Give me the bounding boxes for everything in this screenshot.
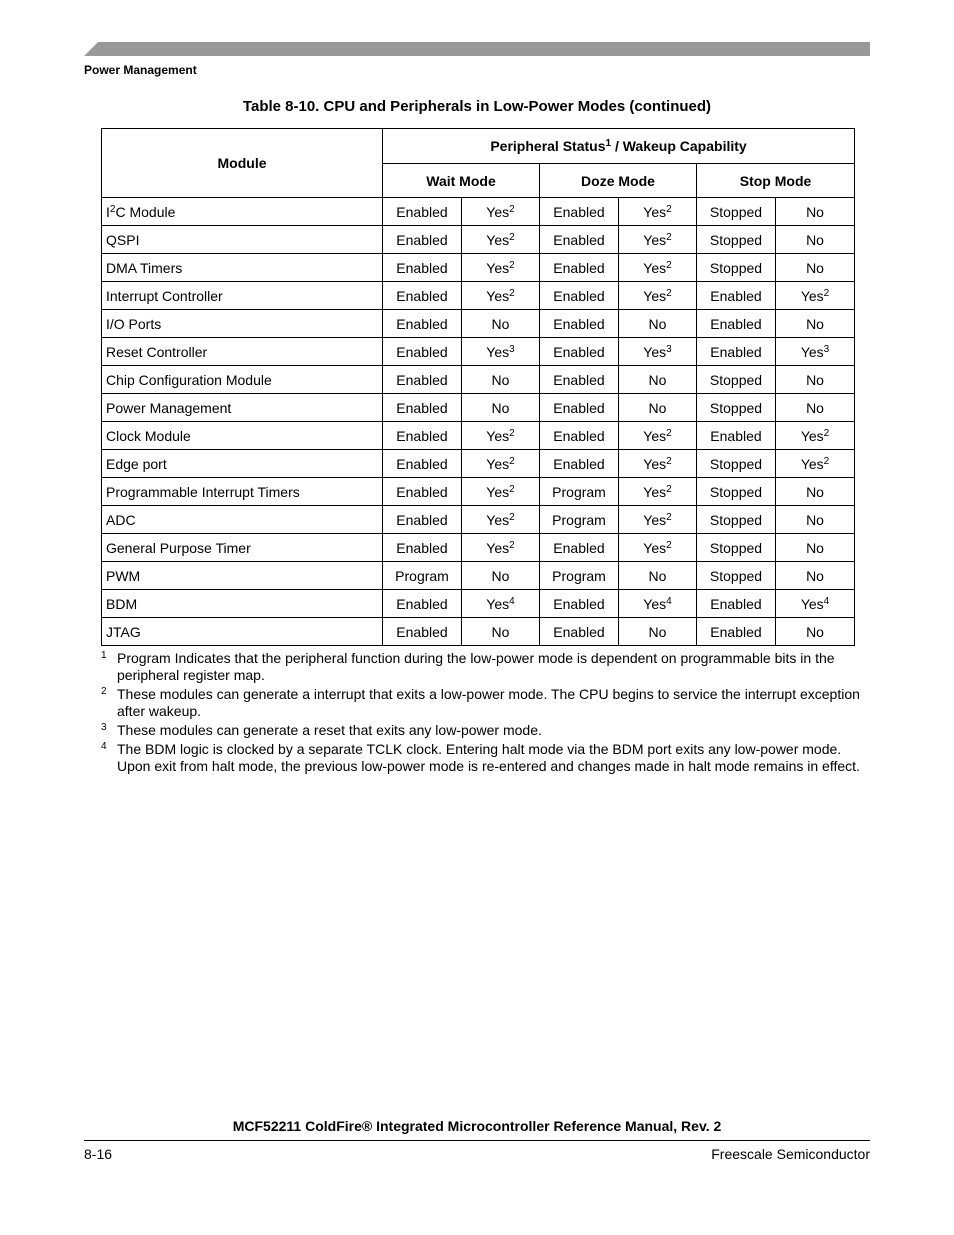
doze-wakeup-cell: Yes$^2$	[619, 422, 697, 450]
footnotes	[101, 650, 861, 777]
stop-wakeup-cell: Yes$^2$	[776, 450, 855, 478]
stop-wakeup-cell: Yes$^4$	[776, 590, 855, 618]
doze-status-cell: Enabled	[540, 618, 619, 646]
wait-status-cell: Enabled	[383, 618, 462, 646]
stop-status-cell: Stopped	[697, 198, 776, 226]
wait-status-cell: Program	[383, 562, 462, 590]
stop-status-cell: Stopped	[697, 478, 776, 506]
stop-wakeup-cell: No	[776, 562, 855, 590]
wait-status-cell: Enabled	[383, 422, 462, 450]
module-cell: Power Management	[102, 394, 383, 422]
wait-status-cell: Enabled	[383, 310, 462, 338]
module-cell: $I^2C$ Module	[102, 198, 383, 226]
wait-status-cell: Enabled	[383, 198, 462, 226]
doze-wakeup-cell: Yes$^2$	[619, 254, 697, 282]
wait-status-cell: Enabled	[383, 534, 462, 562]
wait-wakeup-cell: Yes$^2$	[462, 282, 540, 310]
wait-wakeup-cell: Yes$^2$	[462, 450, 540, 478]
stop-status-cell: Stopped	[697, 562, 776, 590]
module-cell: Reset Controller	[102, 338, 383, 366]
stop-wakeup-cell: No	[776, 534, 855, 562]
table-row	[102, 198, 855, 226]
table-row	[102, 338, 855, 366]
section-title: Power Management	[84, 63, 197, 77]
stop-wakeup-cell: No	[776, 254, 855, 282]
footnote-text: These modules can generate a reset that exits any low-power mode.	[117, 722, 542, 738]
wait-mode-header: Wait Mode	[383, 164, 540, 198]
footnote-text: These modules can generate a interrupt that exits a low-power mode. The CPU begins to service the interrupt exception after wakeup.	[117, 686, 860, 719]
doze-wakeup-cell: Yes$^3$	[619, 338, 697, 366]
doze-mode-header: Doze Mode	[540, 164, 697, 198]
wait-status-cell: Enabled	[383, 478, 462, 506]
table-row	[102, 422, 855, 450]
wait-wakeup-cell: Yes$^2$	[462, 422, 540, 450]
wait-wakeup-cell: Yes$^4$	[462, 590, 540, 618]
table-row	[102, 450, 855, 478]
low-power-modes-table	[101, 128, 855, 646]
stop-status-cell: Stopped	[697, 534, 776, 562]
wait-status-cell: Enabled	[383, 450, 462, 478]
module-cell: Programmable Interrupt Timers	[102, 478, 383, 506]
doze-status-cell: Enabled	[540, 450, 619, 478]
stop-status-cell: Enabled	[697, 590, 776, 618]
stop-wakeup-cell: No	[776, 478, 855, 506]
wait-wakeup-cell: Yes$^2$	[462, 226, 540, 254]
doze-status-cell: Program	[540, 562, 619, 590]
doze-status-cell: Enabled	[540, 590, 619, 618]
module-cell: I/O Ports	[102, 310, 383, 338]
wait-wakeup-cell: Yes$^2$	[462, 478, 540, 506]
header-bar	[84, 42, 870, 56]
footnote-text: The BDM logic is clocked by a separate TCLK clock. Entering halt mode via the BDM port exits any low-power mode. Upon exit from halt mode, the previous low-power mode is re-entered and changes made in halt mode remains in effect.	[117, 741, 860, 774]
stop-wakeup-cell: No	[776, 394, 855, 422]
stop-wakeup-cell: No	[776, 618, 855, 646]
wait-wakeup-cell: Yes$^2$	[462, 534, 540, 562]
footnote-number: 4	[101, 741, 107, 752]
footnote-number: 1	[101, 650, 107, 661]
doze-wakeup-cell: No	[619, 394, 697, 422]
doze-status-cell: Enabled	[540, 394, 619, 422]
doze-status-cell: Enabled	[540, 534, 619, 562]
doze-wakeup-cell: Yes$^2$	[619, 450, 697, 478]
doze-status-cell: Enabled	[540, 338, 619, 366]
doze-status-cell: Enabled	[540, 226, 619, 254]
stop-wakeup-cell: No	[776, 226, 855, 254]
stop-status-cell: Stopped	[697, 366, 776, 394]
wait-status-cell: Enabled	[383, 590, 462, 618]
doze-status-cell: Enabled	[540, 198, 619, 226]
stop-status-cell: Enabled	[697, 282, 776, 310]
doze-status-cell: Enabled	[540, 254, 619, 282]
doze-status-cell: Program	[540, 478, 619, 506]
table-row	[102, 254, 855, 282]
footnote-number: 2	[101, 686, 107, 697]
stop-status-cell: Enabled	[697, 310, 776, 338]
footnote	[101, 650, 861, 684]
wait-wakeup-cell: No	[462, 394, 540, 422]
wait-status-cell: Enabled	[383, 226, 462, 254]
module-cell: ADC	[102, 506, 383, 534]
stop-status-cell: Enabled	[697, 422, 776, 450]
wait-wakeup-cell: No	[462, 366, 540, 394]
wait-status-cell: Enabled	[383, 338, 462, 366]
module-cell: Clock Module	[102, 422, 383, 450]
footnote	[101, 686, 861, 720]
stop-status-cell: Enabled	[697, 338, 776, 366]
table-row	[102, 506, 855, 534]
doze-wakeup-cell: Yes$^4$	[619, 590, 697, 618]
module-cell: QSPI	[102, 226, 383, 254]
table-row	[102, 310, 855, 338]
table-row	[102, 226, 855, 254]
wait-status-cell: Enabled	[383, 366, 462, 394]
table-row	[102, 562, 855, 590]
doze-status-cell: Program	[540, 506, 619, 534]
wait-status-cell: Enabled	[383, 506, 462, 534]
footer-rule	[84, 1140, 870, 1141]
stop-wakeup-cell: Yes$^2$	[776, 282, 855, 310]
doze-wakeup-cell: No	[619, 366, 697, 394]
stop-status-cell: Enabled	[697, 618, 776, 646]
peripheral-status-header: Peripheral Status$^1$ / Wakeup Capability	[383, 129, 855, 164]
stop-status-cell: Stopped	[697, 506, 776, 534]
page-number: 8-16	[84, 1146, 113, 1162]
stop-wakeup-cell: Yes$^3$	[776, 338, 855, 366]
table-caption: Table 8-10. CPU and Peripherals in Low-Power Modes (continued)	[242, 98, 712, 115]
table-row	[102, 618, 855, 646]
stop-status-cell: Stopped	[697, 450, 776, 478]
table-row	[102, 590, 855, 618]
wait-wakeup-cell: No	[462, 618, 540, 646]
stop-wakeup-cell: Yes$^2$	[776, 422, 855, 450]
module-cell: Edge port	[102, 450, 383, 478]
company-name: Freescale Semiconductor	[711, 1146, 870, 1162]
table-row	[102, 478, 855, 506]
module-cell: PWM	[102, 562, 383, 590]
stop-wakeup-cell: No	[776, 366, 855, 394]
stop-status-cell: Stopped	[697, 394, 776, 422]
footnote-text: Program Indicates that the peripheral function during the low-power mode is dependent on programmable bits in the peripheral register map.	[117, 650, 835, 683]
footnote-number: 3	[101, 722, 107, 733]
stop-status-cell: Stopped	[697, 254, 776, 282]
doze-status-cell: Enabled	[540, 310, 619, 338]
module-header: Module	[102, 129, 383, 198]
table-row	[102, 282, 855, 310]
module-cell: BDM	[102, 590, 383, 618]
doze-wakeup-cell: No	[619, 618, 697, 646]
doze-wakeup-cell: Yes$^2$	[619, 226, 697, 254]
module-cell: Chip Configuration Module	[102, 366, 383, 394]
doze-wakeup-cell: Yes$^2$	[619, 506, 697, 534]
footer-title: MCF52211 ColdFire® Integrated Microcontroller Reference Manual, Rev. 2	[232, 1118, 722, 1134]
module-cell: General Purpose Timer	[102, 534, 383, 562]
wait-wakeup-cell: Yes$^3$	[462, 338, 540, 366]
stop-wakeup-cell: No	[776, 198, 855, 226]
module-cell: Interrupt Controller	[102, 282, 383, 310]
doze-wakeup-cell: No	[619, 310, 697, 338]
doze-wakeup-cell: Yes$^2$	[619, 282, 697, 310]
doze-wakeup-cell: Yes$^2$	[619, 478, 697, 506]
wait-wakeup-cell: No	[462, 310, 540, 338]
wait-wakeup-cell: No	[462, 562, 540, 590]
doze-status-cell: Enabled	[540, 282, 619, 310]
module-cell: JTAG	[102, 618, 383, 646]
table-row	[102, 366, 855, 394]
wait-status-cell: Enabled	[383, 394, 462, 422]
table-row	[102, 534, 855, 562]
wait-status-cell: Enabled	[383, 282, 462, 310]
wait-status-cell: Enabled	[383, 254, 462, 282]
wait-wakeup-cell: Yes$^2$	[462, 198, 540, 226]
doze-wakeup-cell: No	[619, 562, 697, 590]
doze-wakeup-cell: Yes$^2$	[619, 198, 697, 226]
wait-wakeup-cell: Yes$^2$	[462, 254, 540, 282]
doze-wakeup-cell: Yes$^2$	[619, 534, 697, 562]
module-cell: DMA Timers	[102, 254, 383, 282]
stop-status-cell: Stopped	[697, 226, 776, 254]
stop-wakeup-cell: No	[776, 506, 855, 534]
footnote	[101, 741, 861, 775]
stop-wakeup-cell: No	[776, 310, 855, 338]
doze-status-cell: Enabled	[540, 422, 619, 450]
wait-wakeup-cell: Yes$^2$	[462, 506, 540, 534]
table-row	[102, 394, 855, 422]
doze-status-cell: Enabled	[540, 366, 619, 394]
footnote	[101, 722, 861, 739]
stop-mode-header: Stop Mode	[697, 164, 855, 198]
